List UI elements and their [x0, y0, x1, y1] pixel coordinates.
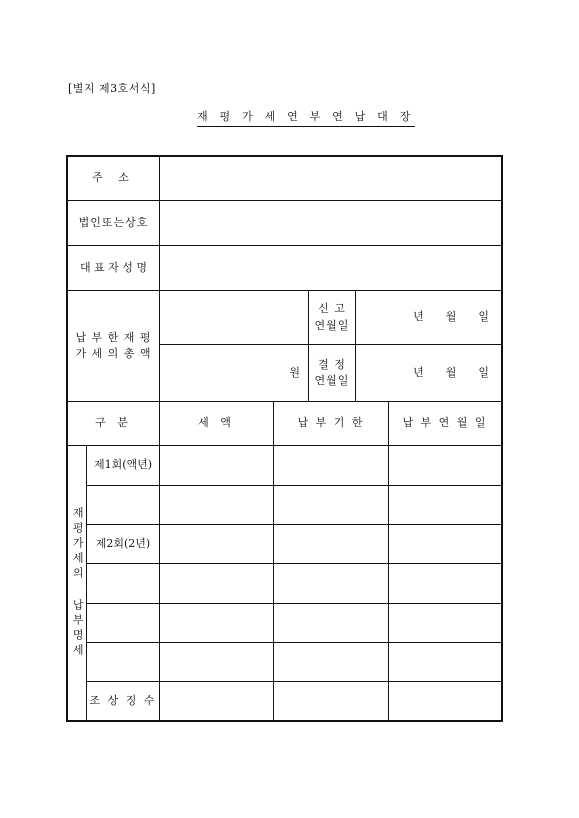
address-label: 주 소: [92, 171, 135, 185]
installment-first-label: 제1회(액년): [93, 458, 153, 472]
total-tax-label: 납 부 한 재 평 가 세 의 총 액: [75, 330, 152, 360]
company-label: 법인또는상호: [78, 215, 149, 229]
month-unit: 월: [445, 365, 457, 379]
installment-second-label: 제2회(2년): [95, 536, 151, 550]
document-title: 재 평 가 세 연 부 연 납 대 장: [197, 108, 415, 127]
day-unit: 일: [478, 310, 489, 324]
payment-detail-side-label: 재평가세의 납부명세: [71, 507, 85, 659]
adjust-collection-label: 조 상 징 수: [89, 693, 157, 707]
month-unit: 월: [445, 310, 457, 324]
paid-date-header: 납 부 연 월 일: [402, 416, 488, 430]
form-number-label: [별지 제3호서식]: [68, 82, 156, 95]
decision-date-field[interactable]: [356, 345, 501, 401]
tax-amount-header: 세 액: [198, 416, 235, 430]
report-date-label: 신 고 연월일: [314, 302, 350, 332]
year-unit: 년: [413, 365, 424, 379]
report-date-field[interactable]: [356, 291, 501, 344]
decision-date-label: 결 정 연월일: [314, 357, 350, 387]
representative-label: 대 표 자 성 명: [79, 260, 148, 274]
won-unit: 원: [289, 365, 300, 379]
category-header: 구 분: [95, 416, 132, 430]
year-unit: 년: [413, 310, 424, 324]
day-unit: 일: [478, 365, 489, 379]
due-date-header: 납 부 기 한: [297, 416, 365, 430]
